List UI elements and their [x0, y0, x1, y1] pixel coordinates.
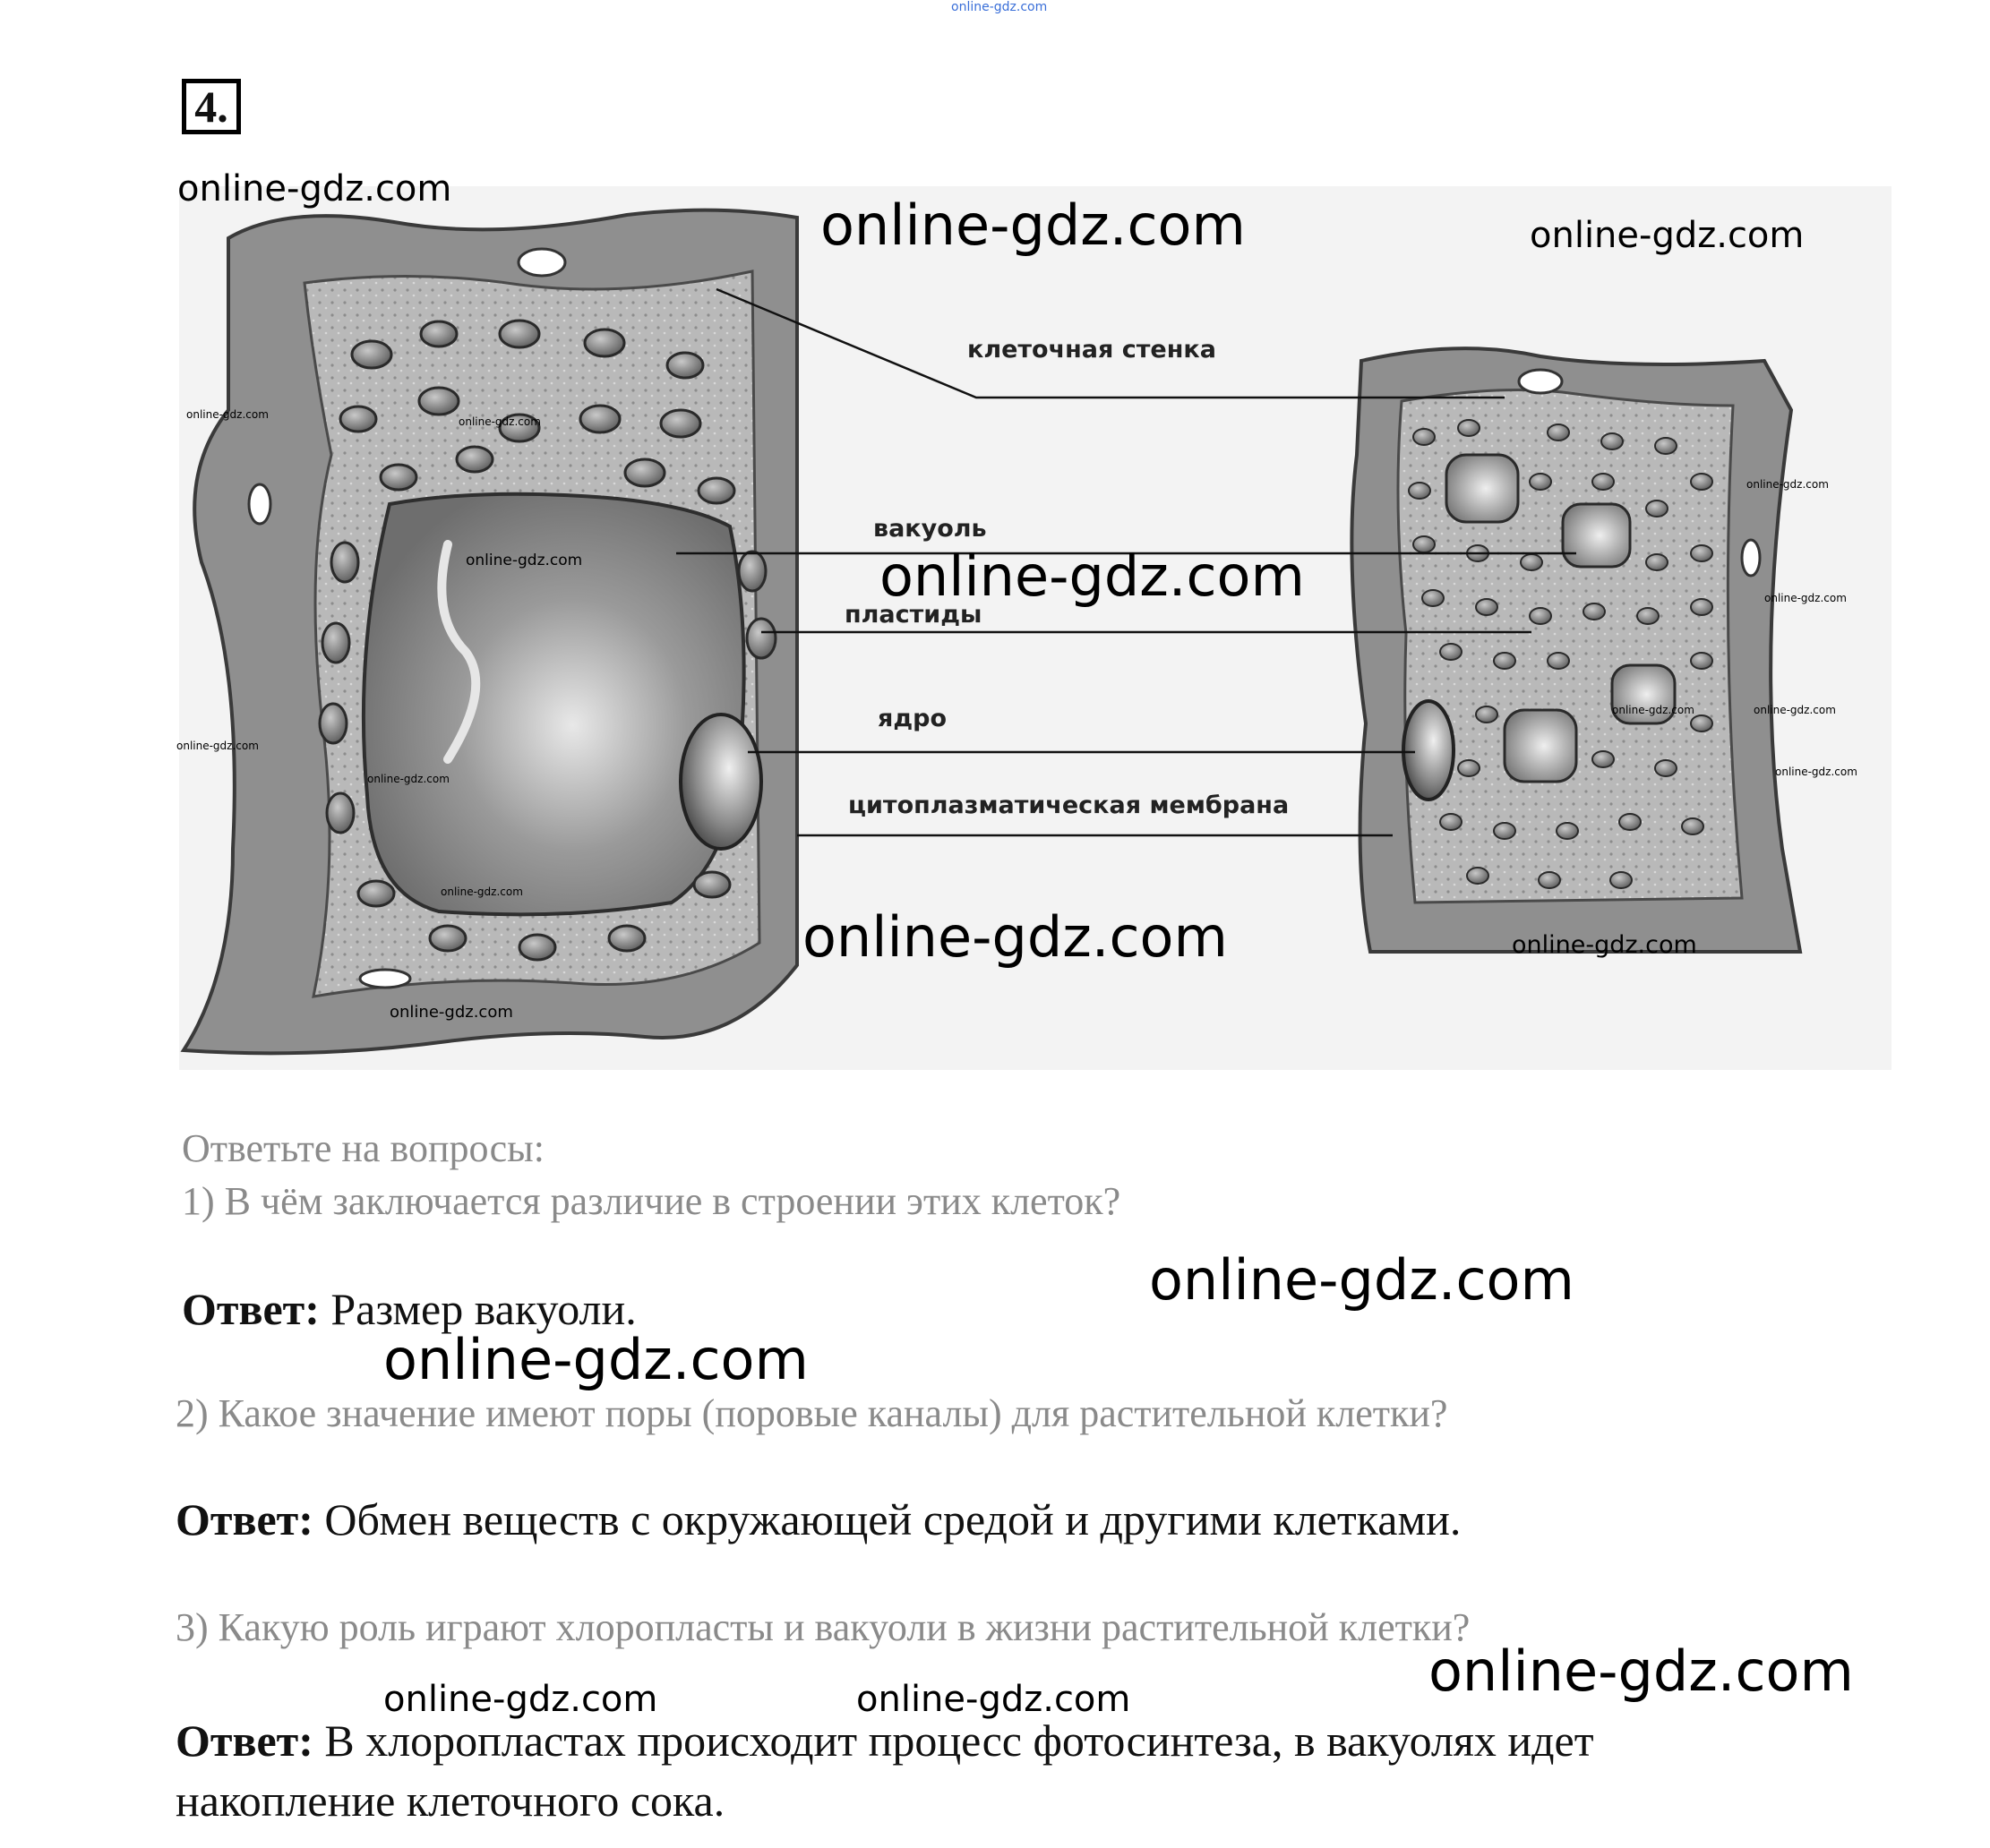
- question-2: 2) Какое значение имеют поры (поровые каналы) для растительной клетки?: [176, 1391, 1448, 1435]
- watermark: online-gdz.com: [383, 1327, 809, 1392]
- pore-icon: [1742, 540, 1760, 576]
- answer-1: Ответ: Размер вакуоли.: [182, 1284, 637, 1334]
- right-cell-nucleus: [1403, 701, 1454, 800]
- watermark: online-gdz.com: [820, 192, 1246, 258]
- watermark: online-gdz.com: [1764, 592, 1847, 604]
- watermark: online-gdz.com: [176, 740, 259, 752]
- watermark: online-gdz.com: [879, 543, 1305, 609]
- watermark: online-gdz.com: [856, 1679, 1131, 1720]
- watermark: online-gdz.com: [466, 552, 583, 569]
- watermark: online-gdz.com: [1530, 215, 1805, 256]
- pore-icon: [249, 484, 270, 524]
- label-nucleus: ядро: [878, 705, 948, 732]
- watermark: online-gdz.com: [1754, 704, 1836, 716]
- watermark: online-gdz.com: [390, 1003, 513, 1022]
- answer-3-line-1: Ответ: В хлоропластах происходит процесс фотосинтеза, в вакуолях идет: [176, 1715, 1594, 1766]
- label-membrane: цитоплазматическая мембрана: [848, 791, 1290, 819]
- question-3: 3) Какую роль играют хлоропласты и вакуоли в жизни растительной клетки?: [176, 1605, 1471, 1649]
- pore-icon: [360, 970, 410, 988]
- watermark: online-gdz.com: [802, 904, 1228, 970]
- watermark: online-gdz.com: [186, 408, 269, 421]
- left-cell-nucleus: [681, 714, 761, 849]
- top-watermark: online-gdz.com: [951, 0, 1048, 14]
- watermark: online-gdz.com: [1746, 478, 1829, 491]
- watermark: online-gdz.com: [1612, 704, 1694, 716]
- answer-2: Ответ: Обмен веществ с окружающей средой и другими клетками.: [176, 1494, 1462, 1544]
- watermark: online-gdz.com: [441, 886, 523, 898]
- pore-icon: [1519, 370, 1562, 393]
- watermark: online-gdz.com: [1149, 1247, 1574, 1313]
- watermark: online-gdz.com: [1775, 766, 1857, 778]
- label-cell-wall: клеточная стенка: [967, 336, 1216, 364]
- question-1: 1) В чём заключается различие в строении этих клеток?: [182, 1179, 1121, 1223]
- watermark: online-gdz.com: [459, 415, 541, 428]
- label-vacuole: вакуоль: [873, 515, 987, 543]
- watermark: online-gdz.com: [1512, 931, 1697, 959]
- questions-intro: Ответьте на вопросы:: [182, 1126, 545, 1170]
- answer-3-line-2: накопление клеточного сока.: [176, 1775, 725, 1826]
- watermark: online-gdz.com: [1428, 1638, 1854, 1704]
- pore-icon: [519, 249, 565, 276]
- watermark: online-gdz.com: [367, 773, 450, 785]
- watermark: online-gdz.com: [383, 1679, 658, 1720]
- watermark: online-gdz.com: [177, 168, 452, 210]
- label-plastids: пластиды: [845, 601, 982, 629]
- task-number: 4.: [182, 79, 241, 134]
